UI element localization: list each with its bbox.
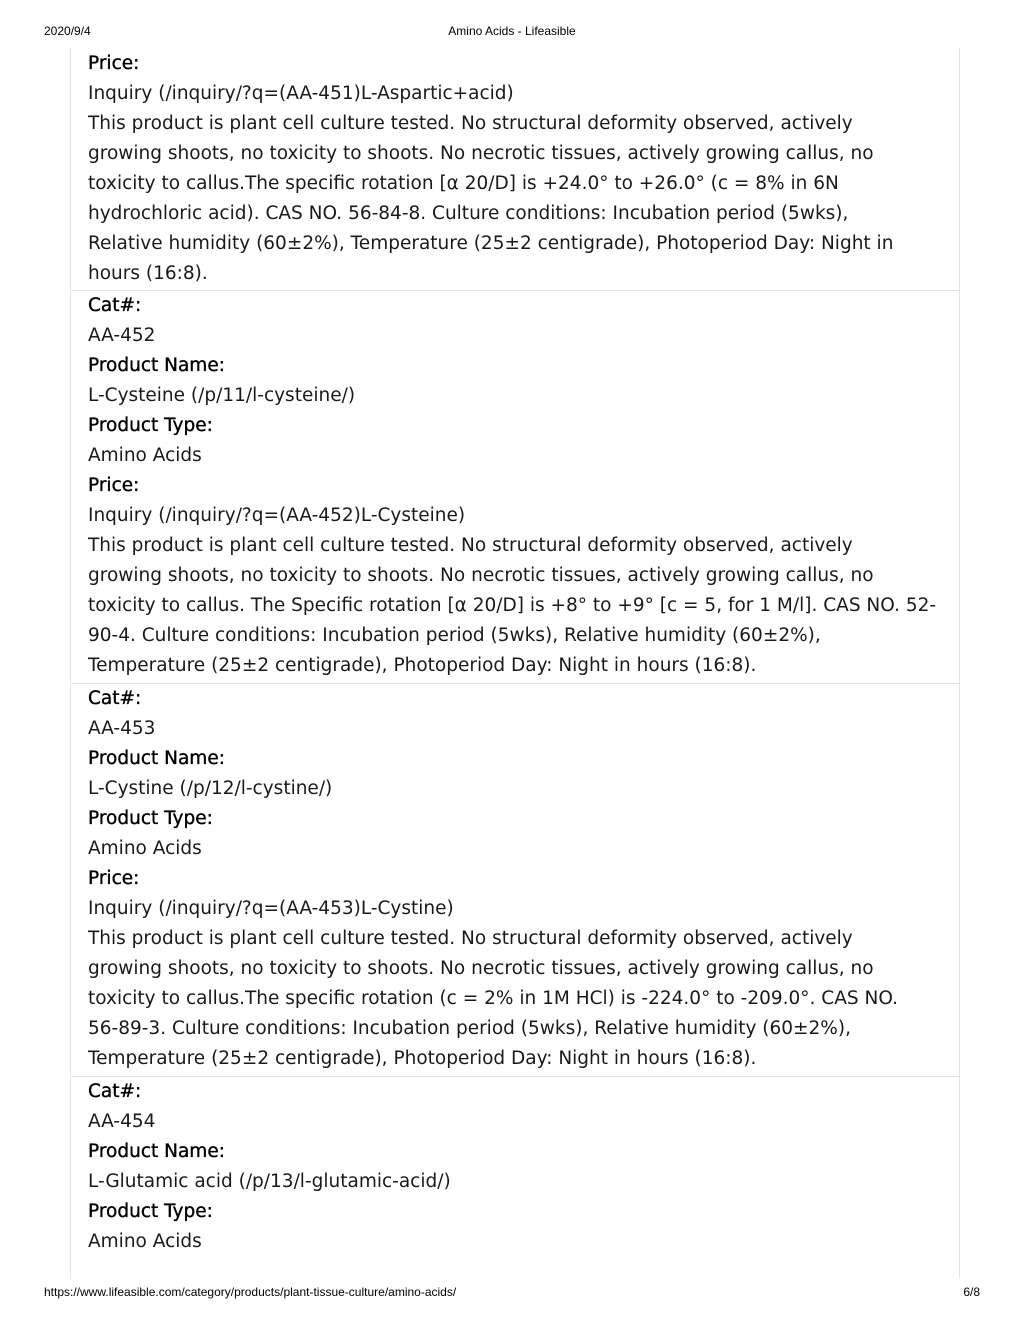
page-url: https://www.lifeasible.com/category/products/plant-tissue-culture/amino-acids/ bbox=[44, 1285, 457, 1299]
description-line: Temperature (25±2 centigrade), Photoperiod Day: Night in hours (16:8). bbox=[88, 655, 757, 676]
product-type-value: Amino Acids bbox=[88, 445, 202, 466]
description-line: Temperature (25±2 centigrade), Photoperiod Day: Night in hours (16:8). bbox=[88, 1048, 757, 1069]
description-line: toxicity to callus. The Specific rotation [α 20/D] is +8° to +9° [c = 5, for 1 M/l]. CAS NO. 52- bbox=[88, 595, 937, 616]
description-line: 90-4. Culture conditions: Incubation period (5wks), Relative humidity (60±2%), bbox=[88, 625, 821, 646]
product-type-value: Amino Acids bbox=[88, 838, 202, 859]
product-type-value: Amino Acids bbox=[88, 1231, 202, 1252]
description-line: This product is plant cell culture tested. No structural deformity observed, actively bbox=[88, 928, 853, 949]
product-name-link[interactable]: L-Cystine (/p/12/l-cystine/) bbox=[88, 778, 333, 799]
product-row bbox=[70, 291, 959, 683]
product-description bbox=[88, 531, 948, 681]
price-inquiry-link[interactable]: Inquiry (/inquiry/?q=(AA-453)L-Cystine) bbox=[88, 898, 454, 919]
price-inquiry-link[interactable]: Inquiry (/inquiry/?q=(AA-452)L-Cysteine) bbox=[88, 505, 466, 526]
cat-label: Cat#: bbox=[88, 295, 142, 316]
description-line: growing shoots, no toxicity to shoots. No necrotic tissues, actively growing callus, no bbox=[88, 143, 874, 164]
description-line: toxicity to callus.The specific rotation [α 20/D] is +24.0° to +26.0° (c = 8% in 6N bbox=[88, 173, 839, 194]
price-inquiry-link[interactable]: Inquiry (/inquiry/?q=(AA-451)L-Aspartic+acid) bbox=[88, 83, 514, 104]
product-name-link[interactable]: L-Glutamic acid (/p/13/l-glutamic-acid/) bbox=[88, 1171, 451, 1192]
description-line: growing shoots, no toxicity to shoots. No necrotic tissues, actively growing callus, no bbox=[88, 958, 874, 979]
description-line: growing shoots, no toxicity to shoots. No necrotic tissues, actively growing callus, no bbox=[88, 565, 874, 586]
description-line: hours (16:8). bbox=[88, 263, 208, 284]
price-label: Price: bbox=[88, 53, 140, 74]
product-type-label: Product Type: bbox=[88, 808, 213, 829]
price-label: Price: bbox=[88, 868, 140, 889]
product-type-label: Product Type: bbox=[88, 1201, 213, 1222]
description-line: Relative humidity (60±2%), Temperature (25±2 centigrade), Photoperiod Day: Night in bbox=[88, 233, 894, 254]
product-row bbox=[70, 684, 959, 1076]
product-name-label: Product Name: bbox=[88, 1141, 225, 1162]
description-line: 56-89-3. Culture conditions: Incubation period (5wks), Relative humidity (60±2%), bbox=[88, 1018, 851, 1039]
print-date: 2020/9/4 bbox=[44, 24, 91, 38]
cat-number: AA-453 bbox=[88, 718, 156, 739]
product-name-label: Product Name: bbox=[88, 355, 225, 376]
description-line: This product is plant cell culture tested. No structural deformity observed, actively bbox=[88, 113, 853, 134]
page-title: Amino Acids - Lifeasible bbox=[448, 24, 576, 38]
price-label: Price: bbox=[88, 475, 140, 496]
product-row bbox=[70, 1077, 959, 1277]
description-line: This product is plant cell culture tested. No structural deformity observed, actively bbox=[88, 535, 853, 556]
product-description bbox=[88, 109, 948, 289]
description-line: toxicity to callus.The specific rotation (c = 2% in 1M HCl) is -224.0° to -209.0°. CAS NO. bbox=[88, 988, 899, 1009]
product-description bbox=[88, 924, 948, 1074]
product-row-partial bbox=[70, 48, 959, 290]
product-name-label: Product Name: bbox=[88, 748, 225, 769]
product-name-link[interactable]: L-Cysteine (/p/11/l-cysteine/) bbox=[88, 385, 356, 406]
product-type-label: Product Type: bbox=[88, 415, 213, 436]
description-line: hydrochloric acid). CAS NO. 56-84-8. Culture conditions: Incubation period (5wks), bbox=[88, 203, 849, 224]
cat-label: Cat#: bbox=[88, 1081, 142, 1102]
cat-label: Cat#: bbox=[88, 688, 142, 709]
cat-number: AA-452 bbox=[88, 325, 156, 346]
page-number: 6/8 bbox=[963, 1285, 980, 1299]
cat-number: AA-454 bbox=[88, 1111, 156, 1132]
